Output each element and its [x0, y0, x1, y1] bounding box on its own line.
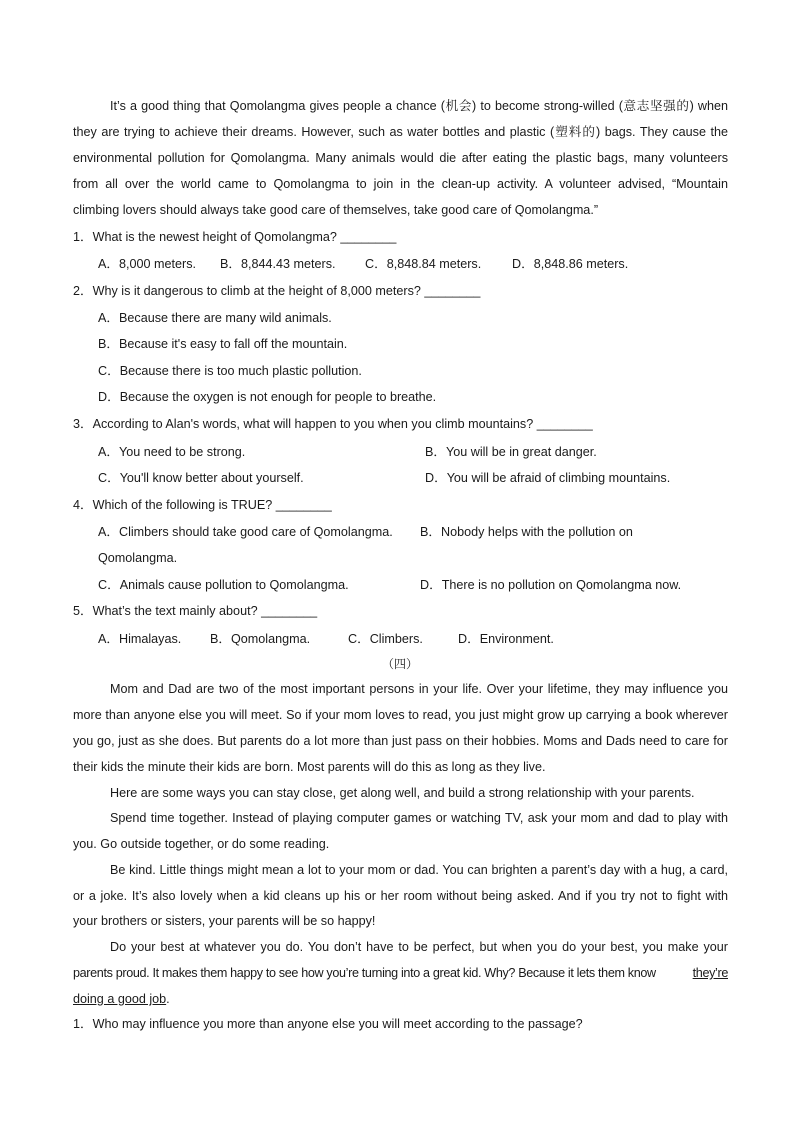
option: B．Because it's easy to fall off the mountain. — [98, 337, 348, 351]
option: C．8,848.84 meters. — [365, 257, 482, 271]
option: C．Climbers. — [348, 632, 423, 646]
passage-text: parents proud. It makes them happy to see how you’re turning into a great kid. Why? Because it lets them know — [73, 966, 656, 980]
passage-line: Mom and Dad are two of the most important persons in your life. Over your lifetime, they may influence you — [110, 682, 728, 696]
passage-line: their kids the minute their kids are born. Most parents will do this as long as they live. — [73, 760, 546, 774]
passage-line: or a joke. It’s also lovely when a kid cleans up his or her room without being asked. And if you try not to fight with — [73, 889, 728, 903]
option: A．Because there are many wild animals. — [98, 311, 332, 325]
option: B．8,844.43 meters. — [220, 257, 336, 271]
option: C．Because there is too much plastic pollution. — [98, 364, 362, 378]
option: A．Climbers should take good care of Qomolangma. — [98, 525, 393, 539]
option: D．You will be afraid of climbing mountains. — [425, 471, 671, 485]
option: A．Himalayas. — [98, 632, 182, 646]
option: A．8,000 meters. — [98, 257, 196, 271]
question: 3．According to Alan's words, what will happen to you when you climb mountains? ________ — [73, 417, 593, 431]
option: B．Qomolangma. — [210, 632, 311, 646]
underlined-phrase: doing a good job — [73, 992, 167, 1006]
passage-line: they are trying to achieve their dreams. However, such as water bottles and plastic (塑料的) bags. They cause the — [73, 125, 728, 139]
passage-line: more than anyone else you will meet. So if your mom loves to read, you just might grow up carrying a book wherever — [73, 708, 728, 722]
passage-text: . — [166, 992, 170, 1006]
option: D．8,848.86 meters. — [512, 257, 629, 271]
question: 4．Which of the following is TRUE? ________ — [73, 498, 332, 512]
passage-line — [73, 990, 728, 1008]
passage-line: environmental pollution for Qomolangma. Many animals would die after eating the plastic bags, many volunteers — [73, 151, 728, 165]
option: C．Animals cause pollution to Qomolangma. — [98, 578, 349, 592]
passage-line: you. Go outside together, or do some reading. — [73, 837, 330, 851]
passage-line: Spend time together. Instead of playing computer games or watching TV, ask your mom and dad to play with — [110, 811, 728, 825]
question: 1．Who may influence you more than anyone else you will meet according to the passage? — [73, 1017, 583, 1031]
option: D．Environment. — [458, 632, 554, 646]
passage-line: Do your best at whatever you do. You don’t have to be perfect, but when you do your best, you make your — [110, 940, 728, 954]
option: C．You'll know better about yourself. — [98, 471, 304, 485]
option: D．Because the oxygen is not enough for people to breathe. — [98, 390, 437, 404]
passage-line: you go, just as she does. But parents do a lot more than just pass on their hobbies. Moms and Dads need to care for — [73, 734, 728, 748]
passage-line: Here are some ways you can stay close, get along well, and build a strong relationship with your parents. — [110, 786, 695, 800]
underlined-phrase: they’re — [692, 966, 728, 980]
option: A．You need to be strong. — [98, 445, 246, 459]
option: B．You will be in great danger. — [425, 445, 597, 459]
option: D．There is no pollution on Qomolangma now. — [420, 578, 682, 592]
section-title: （四） — [381, 657, 418, 671]
passage-line: from all over the world came to Qomolangma to join in the clean-up activity. A volunteer advised, “Mountain — [73, 177, 728, 191]
passage-line: It’s a good thing that Qomolangma gives people a chance (机会) to become strong-willed (意志坚强的) when — [110, 99, 728, 113]
passage-line: Be kind. Little things might mean a lot to your mom or dad. You can brighten a parent’s day with a hug, a card, — [110, 863, 728, 877]
question: 2．Why is it dangerous to climb at the height of 8,000 meters? ________ — [73, 284, 481, 298]
passage-line — [73, 964, 728, 982]
passage-line: climbing lovers should always take good care of themselves, take good care of Qomolangma.” — [73, 203, 599, 217]
option: B．Nobody helps with the pollution on — [420, 525, 633, 539]
passage-line: your brothers or sisters, your parents will be so happy! — [73, 914, 376, 928]
option-continued: Qomolangma. — [98, 551, 178, 565]
question: 5．What’s the text mainly about? ________ — [73, 604, 318, 618]
question: 1．What is the newest height of Qomolangma? ________ — [73, 230, 397, 244]
